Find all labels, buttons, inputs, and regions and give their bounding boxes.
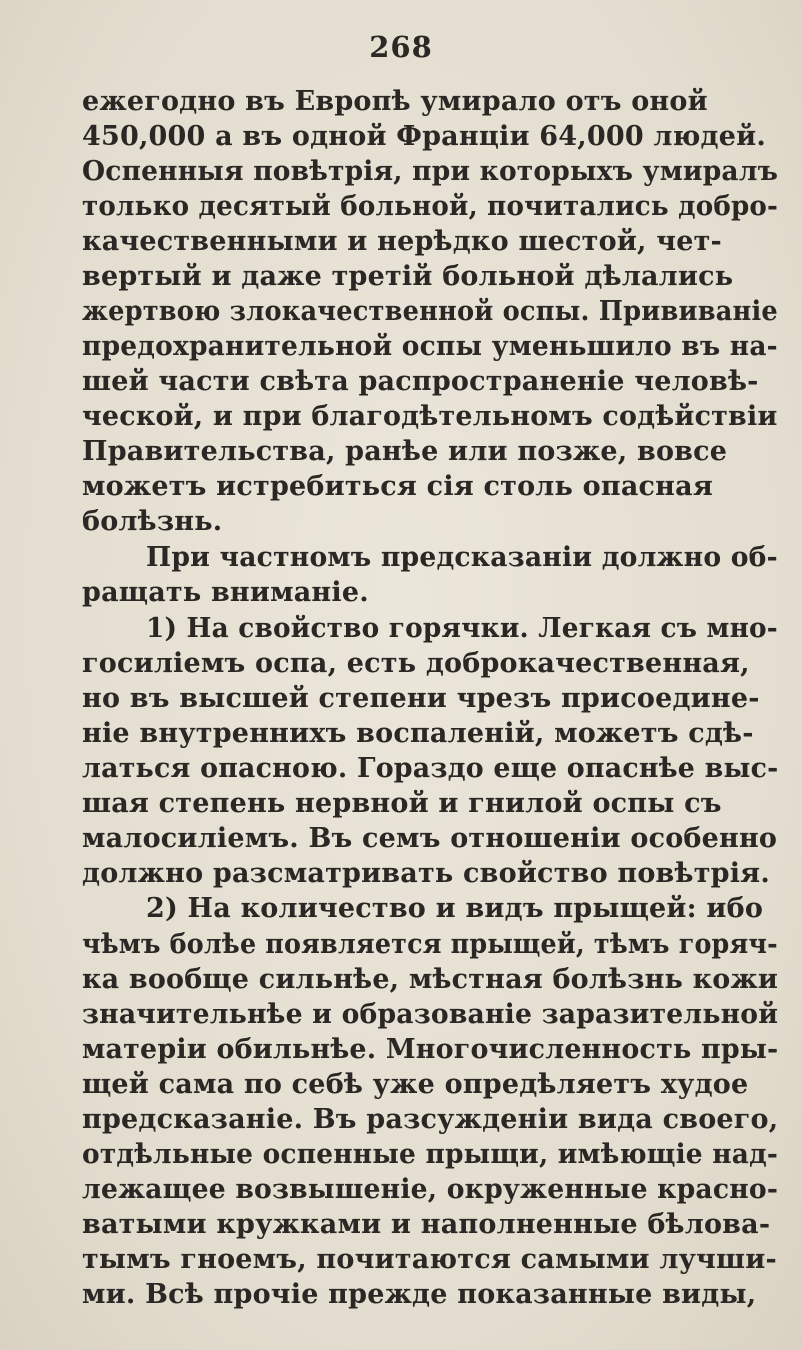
text-line: ватыми кружками и наполненные бѣлова- (82, 1209, 771, 1240)
text-line: болѣзнь. (82, 506, 223, 537)
text-line: можетъ истребиться сія столь опасная (82, 471, 713, 502)
text-line: качественными и нерѣдко шестой, чет- (82, 226, 722, 257)
text-line: только десятый больной, почитались добро- (82, 191, 779, 222)
text-line: вертый и даже третій больной дѣлались (82, 261, 734, 292)
text-line: ніе внутреннихъ воспаленій, можетъ сдѣ- (82, 718, 754, 749)
text-line: жертвою злокачественной оспы. Прививаніе (82, 296, 778, 327)
text-line: 450,000 а въ одной Франціи 64,000 людей. (82, 121, 766, 152)
text-line: ка вообще сильнѣе, мѣстная болѣзнь кожи (82, 964, 779, 995)
text-line: значительнѣе и образованіе заразительной (82, 999, 779, 1030)
text-line: Оспенныя повѣтрія, при которыхъ умиралъ (82, 156, 779, 187)
text-line: тымъ гноемъ, почитаются самыми лучши- (82, 1244, 777, 1275)
text-line: матеріи обильнѣе. Многочисленность пры- (82, 1034, 779, 1065)
text-line: но въ высшей степени чрезъ присоедине- (82, 683, 760, 714)
text-line: 1) На свойство горячки. Легкая съ мно- (146, 613, 778, 644)
text-line: отдѣльные оспенные прыщи, имѣющіе над- (82, 1139, 779, 1170)
text-line: Правительства, ранѣе или позже, вовсе (82, 436, 728, 467)
text-line: ческой, и при благодѣтельномъ содѣйствіи (82, 401, 778, 432)
text-line: ми. Всѣ прочіе прежде показанные виды, (82, 1279, 757, 1310)
text-line: малосиліемъ. Въ семъ отношеніи особенно (82, 823, 778, 854)
text-line: лежащее возвышеніе, окруженные красно- (82, 1174, 779, 1205)
text-line: латься опасною. Гораздо еще опаснѣе выс- (82, 753, 779, 784)
text-line: ращать вниманіе. (82, 577, 369, 608)
text-line: щей сама по себѣ уже опредѣляетъ худое (82, 1069, 749, 1100)
text-line: должно разсматривать свойство повѣтрія. (82, 858, 770, 889)
text-line: шей части свѣта распространеніе человѣ- (82, 366, 759, 397)
text-line: чѣмъ болѣе появляется прыщей, тѣмъ горяч- (82, 929, 778, 960)
text-line: предохранительной оспы уменьшило въ на- (82, 331, 778, 362)
text-line: 2) На количество и видъ прыщей: ибо (146, 893, 764, 924)
page-number: 268 (369, 30, 433, 64)
text-line: При частномъ предсказаніи должно об- (146, 542, 778, 573)
text-line: предсказаніе. Въ разсужденіи вида своего, (82, 1104, 779, 1135)
text-line: шая степень нервной и гнилой оспы съ (82, 788, 722, 819)
text-line: госиліемъ оспа, есть доброкачественная, (82, 648, 750, 679)
text-line: ежегодно въ Европѣ умирало отъ оной (82, 86, 708, 117)
